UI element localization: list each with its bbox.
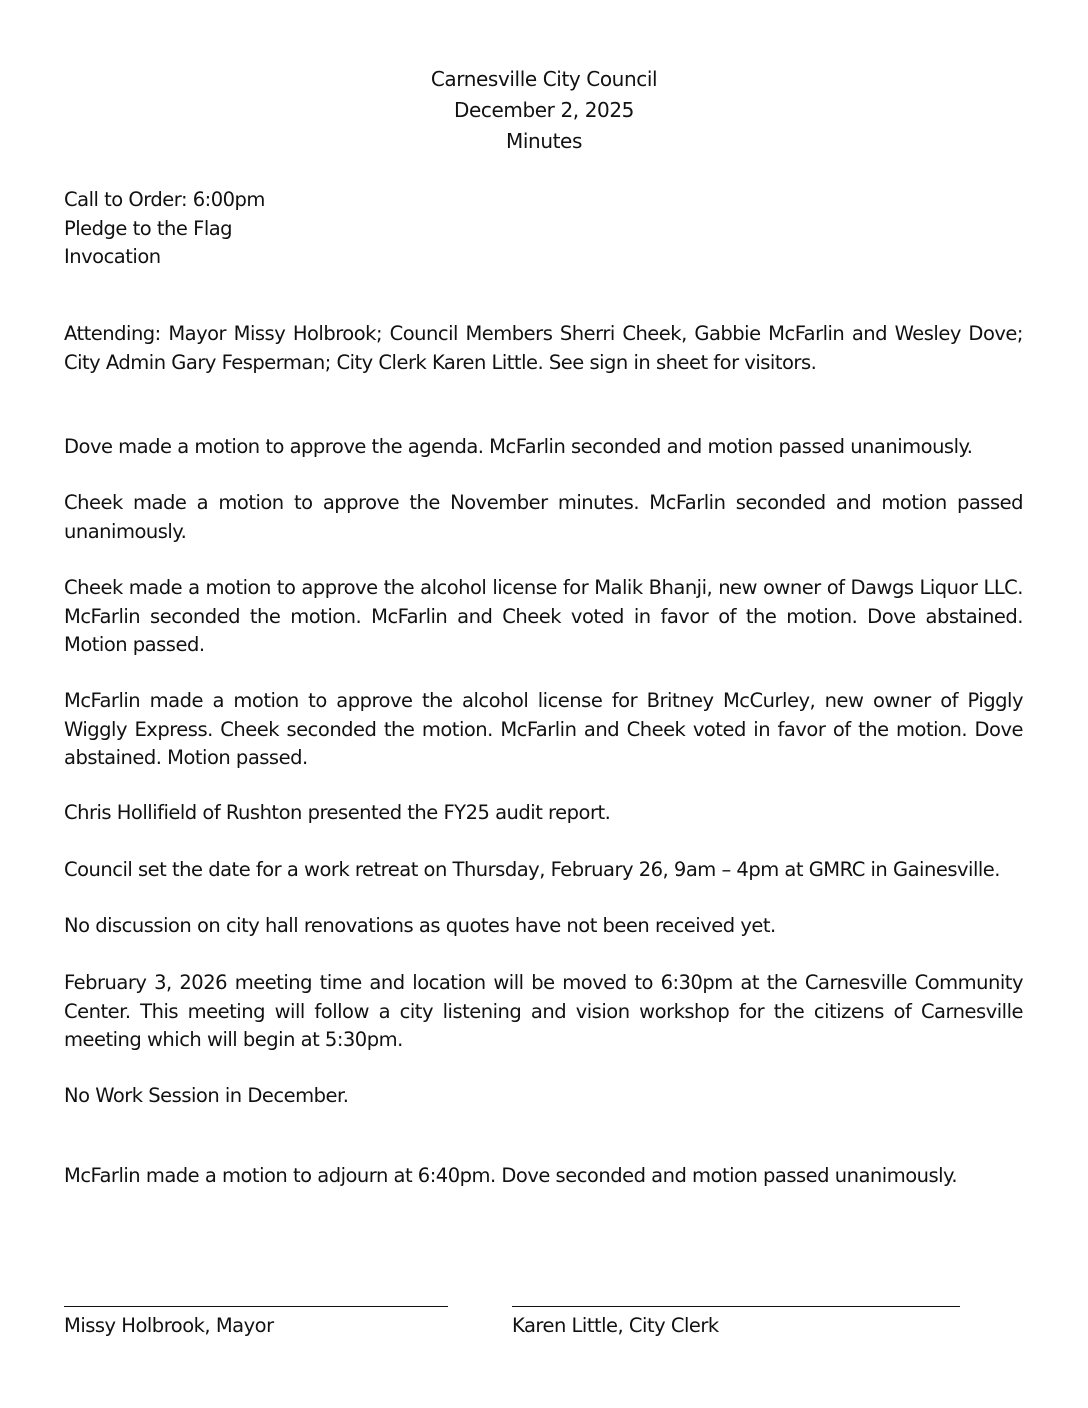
item-february-meeting: February 3, 2026 meeting time and location will be moved to 6:30pm at the Carnesville Community Center. This meeting will follow a city listening and vision workshop for the citizens of Carnesville meeting which will begin at 5:30pm.: [64, 971, 1023, 1051]
item-audit-report: Chris Hollifield of Rushton presented the FY25 audit report.: [64, 801, 611, 824]
call-to-order: Call to Order: 6:00pm: [64, 188, 265, 211]
opening-section: [64, 186, 1023, 272]
clerk-signature-name: Karen Little, City Clerk: [512, 1314, 719, 1337]
invocation: Invocation: [64, 245, 161, 268]
mayor-signature-line: [64, 1306, 448, 1307]
item-alcohol-license-dawgs: Cheek made a motion to approve the alcohol license for Malik Bhanji, new owner of Dawgs Liquor LLC. McFarlin seconded the motion. McFarlin and Cheek voted in favor of the motion. Dove abstained. Motion passed.: [64, 576, 1023, 656]
clerk-signature-line: [512, 1306, 960, 1307]
item-alcohol-license-piggly-wiggly: McFarlin made a motion to approve the alcohol license for Britney McCurley, new owner of Piggly Wiggly Express. Cheek seconded the motion. McFarlin and Cheek voted in favor of the motion. Dove abstained. Motion passed.: [64, 689, 1023, 769]
document-title: Minutes: [506, 129, 582, 153]
council-name: Carnesville City Council: [430, 67, 658, 91]
item-agenda: Dove made a motion to approve the agenda. McFarlin seconded and motion passed unanimously.: [64, 435, 973, 458]
mayor-signature-name: Missy Holbrook, Mayor: [64, 1314, 274, 1337]
item-november-minutes: Cheek made a motion to approve the November minutes. McFarlin seconded and motion passed unanimously.: [64, 491, 1023, 543]
item-no-work-session: No Work Session in December.: [64, 1084, 349, 1107]
document-header: [0, 64, 1088, 157]
item-work-retreat: Council set the date for a work retreat on Thursday, February 26, 9am – 4pm at GMRC in Gainesville.: [64, 858, 1000, 881]
meeting-date: December 2, 2025: [453, 98, 634, 122]
attending-paragraph: Attending: Mayor Missy Holbrook; Council Members Sherri Cheek, Gabbie McFarlin and Wesley Dove; City Admin Gary Fesperman; City Clerk Karen Little. See sign in sheet for visitors.: [64, 322, 1023, 374]
pledge: Pledge to the Flag: [64, 216, 233, 240]
item-city-hall-renovations: No discussion on city hall renovations as quotes have not been received yet.: [64, 914, 776, 937]
adjourn-paragraph: McFarlin made a motion to adjourn at 6:40pm. Dove seconded and motion passed unanimously.: [64, 1164, 958, 1187]
